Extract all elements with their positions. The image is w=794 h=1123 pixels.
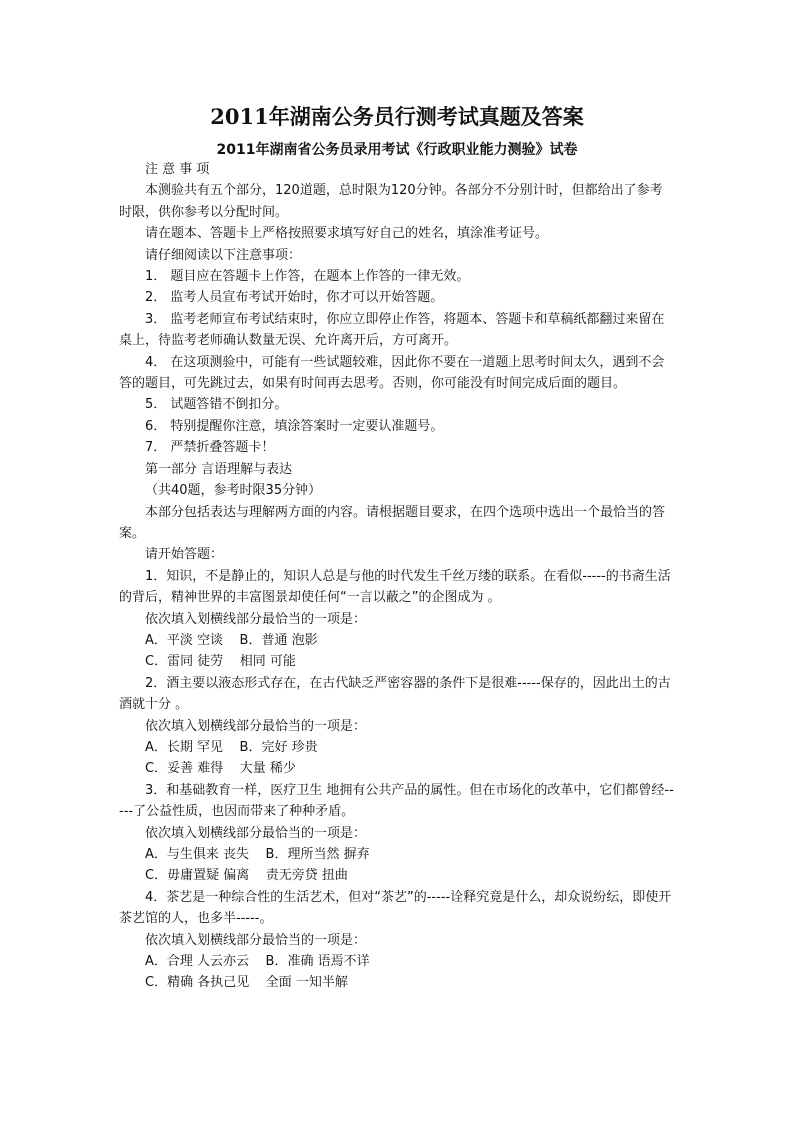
question-prompt: 依次填入划横线部分最恰当的一项是： bbox=[145, 718, 367, 734]
document-body bbox=[119, 159, 675, 994]
rule-item: 7． 严禁折叠答题卡！ bbox=[145, 440, 275, 456]
intro-paragraph: 请仔细阅读以下注意事项： bbox=[145, 247, 302, 263]
intro-paragraph: 请在题本、答题卡上严格按照要求填写好自己的姓名，填涂准考证号。 bbox=[145, 226, 549, 242]
question-options: C．精确 各执己见 全面 一知半解 bbox=[145, 975, 348, 991]
question-options: C．妥善 难得 大量 稀少 bbox=[145, 761, 296, 777]
question-options: A．平淡 空谈 B．普通 泡影 bbox=[145, 632, 318, 648]
question-prompt: 依次填入划横线部分最恰当的一项是： bbox=[145, 611, 367, 627]
section-description: 本部分包括表达与理解两方面的内容。请根据题目要求，在四个选项中选出一个最恰当的答案。 bbox=[119, 504, 666, 541]
rule-item: 6． 特别提醒你注意，填涂答案时一定要认准题号。 bbox=[145, 418, 444, 434]
question-options: C．雷同 徒劳 相同 可能 bbox=[145, 654, 296, 670]
question-options: C．毋庸置疑 偏离 责无旁贷 扭曲 bbox=[145, 868, 348, 884]
rule-item: 3． 监考老师宣布考试结束时，你应立即停止作答，将题本、答题卡和草稿纸都翻过来留在桌上，待监考老师确认数量无误、允许离开后，方可离开。 bbox=[119, 311, 665, 349]
question-stem: 1．知识，不是静止的，知识人总是与他的时代发生千丝万缕的联系。在看似-----的书斋生活的背后，精神世界的丰富图景却使任何“一言以蔽之”的企图成为 。 bbox=[119, 568, 671, 606]
section-title: 第一部分 言语理解与表达 bbox=[145, 461, 293, 477]
rule-item: 5． 试题答错不倒扣分。 bbox=[145, 397, 288, 413]
rule-item: 4． 在这项测验中，可能有一些试题较难，因此你不要在一道题上思考时间太久，遇到不会答的题目，可先跳过去，如果有时间再去思考。否则，你可能没有时间完成后面的题目。 bbox=[119, 354, 665, 392]
rule-item: 1． 题目应在答题卡上作答，在题本上作答的一律无效。 bbox=[145, 269, 470, 285]
question-stem: 4．茶艺是一种综合性的生活艺术，但对“茶艺”的-----诠释究竟是什么，却众说纷纭，即使开茶艺馆的人，也多半-----。 bbox=[119, 889, 672, 927]
document-title: 2011年湖南公务员行测考试真题及答案 bbox=[210, 104, 584, 129]
question-prompt: 依次填入划横线部分最恰当的一项是： bbox=[145, 932, 367, 948]
notice-heading: 注 意 事 项 bbox=[145, 162, 210, 177]
question-options: A．合理 人云亦云 B．准确 语焉不详 bbox=[145, 954, 370, 970]
section-note: （共40题，参考时限35分钟） bbox=[145, 483, 322, 499]
question-stem: 2．酒主要以液态形式存在，在古代缺乏严密容器的条件下是很难-----保存的，因此出土的古酒就十分 。 bbox=[119, 675, 671, 713]
question-options: A．与生俱来 丧失 B．理所当然 摒弃 bbox=[145, 847, 370, 862]
rule-item: 2． 监考人员宣布考试开始时，你才可以开始答题。 bbox=[145, 290, 444, 306]
question-options: A．长期 罕见 B．完好 珍贵 bbox=[145, 739, 318, 755]
document-subtitle: 2011年湖南省公务员录用考试《行政职业能力测验》试卷 bbox=[216, 142, 578, 158]
start-prompt: 请开始答题： bbox=[145, 547, 224, 563]
question-prompt: 依次填入划横线部分最恰当的一项是： bbox=[145, 825, 367, 841]
intro-paragraph: 本测验共有五个部分，120道题，总时限为120分钟。各部分不分别计时，但都给出了参考时限，供你参考以分配时间。 bbox=[119, 183, 663, 220]
question-stem: 3．和基础教育一样，医疗卫生 地拥有公共产品的属性。但在市场化的改革中，它们都曾经-----了公益性质，也因而带来了种种矛盾。 bbox=[119, 782, 674, 820]
